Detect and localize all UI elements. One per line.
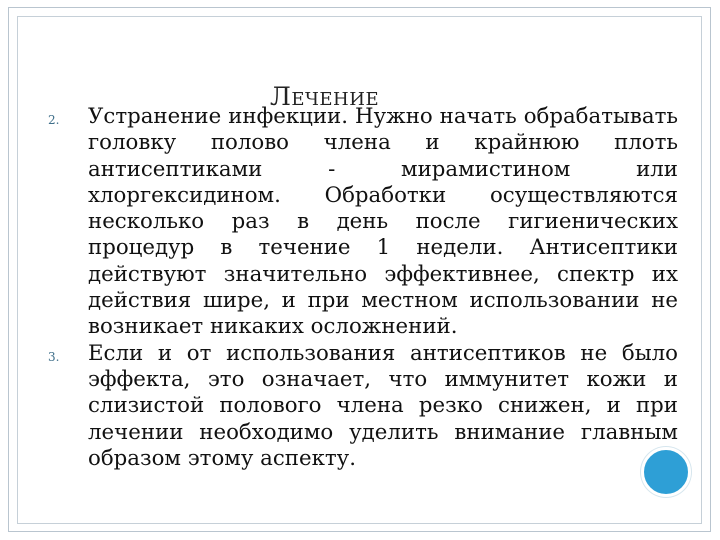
list-item <box>48 341 678 472</box>
slide-title: Лечение <box>270 82 380 111</box>
list-item-number: 2. <box>48 113 60 127</box>
list-item <box>48 104 678 341</box>
list-item-text: Устранение инфекции. Нужно начать обрабатывать головку полово члена и крайнюю плоть антисептиками - мирамистином или хлоргексидином. Обработки осуществляются несколько раз в день после гигиенических процедур в течение 1 недели. Антисептики действуют значительно эффективнее, спектр их действия шире, и при местном использовании не возникает никаких осложнений. <box>88 104 678 340</box>
list-item-number: 3. <box>48 349 60 364</box>
list-item-text: Если и от использования антисептиков не было эффекта, это означает, что иммунитет кожи и слизистой полового члена резко снижен, и при лечении необходимо уделить внимание главным образом этому аспекту. <box>88 340 678 471</box>
decorative-circle <box>641 447 691 497</box>
content-list <box>48 104 678 472</box>
